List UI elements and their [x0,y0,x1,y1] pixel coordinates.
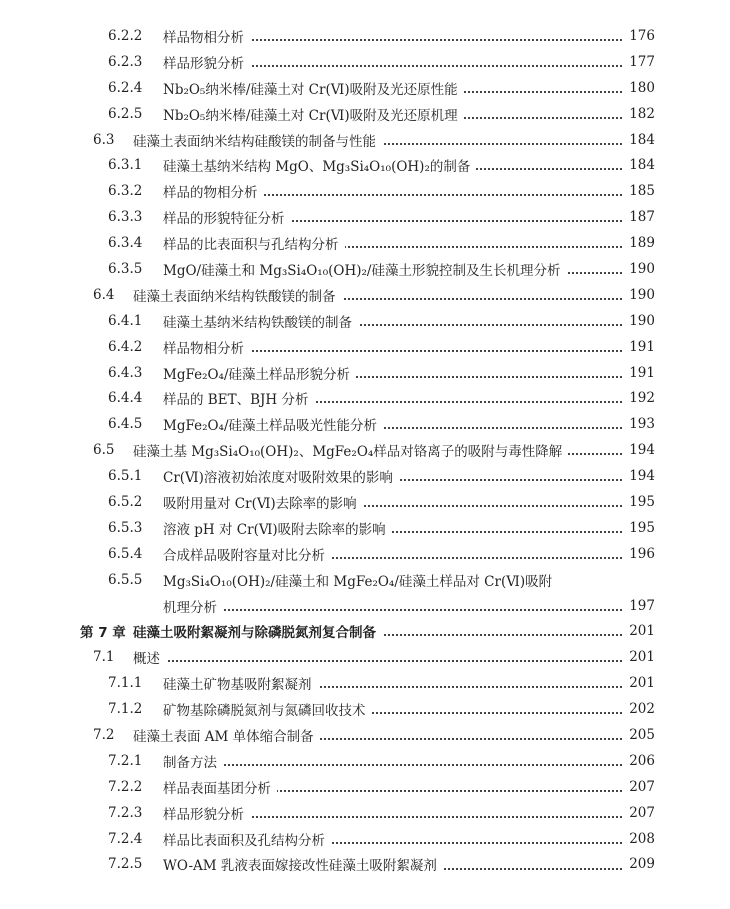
entry-page-number: 191 [624,339,655,355]
toc-entry[interactable] [0,696,730,722]
entry-number: 7.2 [93,726,115,743]
entry-number: 第 7 章 [80,625,126,642]
toc-entry[interactable] [0,230,730,256]
toc-entry[interactable] [0,774,730,800]
toc-chapter-entry[interactable] [0,618,730,644]
entry-page-number: 207 [624,779,655,795]
entry-number: 6.3.2 [108,183,143,200]
entry-page-number: 184 [624,132,655,148]
entry-number: 6.5.2 [108,493,143,510]
entry-title: 矿物基除磷脱氮剂与氮磷回收技术 [163,699,372,719]
entry-page-number: 194 [624,442,655,458]
toc-entry[interactable] [0,489,730,515]
toc-entry[interactable] [0,593,730,619]
entry-page-number: 185 [624,183,655,199]
entry-number: 6.3.4 [108,235,143,252]
entry-page-number: 202 [624,701,655,717]
entry-number: 7.2.2 [108,778,143,795]
toc-entry[interactable] [0,567,730,593]
toc-entry[interactable] [0,670,730,696]
entry-page-number: 190 [624,287,655,303]
toc-entry[interactable] [0,644,730,670]
entry-title: 硅藻土吸附絮凝剂与除磷脱氮剂复合制备 [133,621,382,641]
entry-title: 硅藻土基纳米结构铁酸镁的制备 [163,311,358,331]
entry-page-number: 201 [624,649,655,665]
leader-dots [163,762,630,766]
entry-title: MgFe₂O₄/硅藻土样品吸光性能分析 [163,414,383,434]
entry-number: 7.2.1 [108,752,143,769]
entry-title: Nb₂O₅纳米棒/硅藻土对 Cr(Ⅵ)吸附及光还原机理 [163,104,464,124]
entry-title: MgFe₂O₄/硅藻土样品形貌分析 [163,363,356,383]
toc-entry[interactable] [0,204,730,230]
entry-number: 6.5 [93,442,115,459]
toc-entry[interactable] [0,437,730,463]
entry-number: 6.4.5 [108,416,143,433]
entry-number: 7.1.1 [108,675,143,692]
entry-page-number: 190 [624,313,655,329]
toc-entry[interactable] [0,515,730,541]
toc-entry[interactable] [0,463,730,489]
entry-page-number: 177 [624,54,655,70]
entry-title: 样品的形貌特征分析 [163,207,291,227]
entry-number: 6.3.5 [108,260,143,277]
entry-page-number: 205 [624,727,655,743]
entry-page-number: 195 [624,494,655,510]
entry-page-number: 176 [624,28,655,44]
toc-entry[interactable] [0,800,730,826]
entry-page-number: 184 [624,157,655,173]
entry-page-number: 187 [624,209,655,225]
toc-entry[interactable] [0,826,730,852]
entry-number: 6.5.1 [108,468,143,485]
entry-number: 6.2.2 [108,27,143,44]
entry-title: 样品形貌分析 [163,52,250,72]
toc-entry[interactable] [0,852,730,878]
entry-page-number: 189 [624,235,655,251]
entry-title: 硅藻土基纳米结构 MgO、Mg₃Si₄O₁₀(OH)₂的制备 [163,155,476,175]
entry-page-number: 180 [624,80,655,96]
entry-number: 6.2.4 [108,79,143,96]
entry-page-number: 192 [624,390,655,406]
leader-dots [163,607,630,611]
entry-page-number: 194 [624,468,655,484]
toc-entry[interactable] [0,49,730,75]
entry-page-number: 193 [624,416,655,432]
toc-entry[interactable] [0,334,730,360]
toc-entry[interactable] [0,282,730,308]
toc-entry[interactable] [0,256,730,282]
entry-number: 6.3 [93,131,115,148]
entry-number: 7.2.5 [108,856,143,873]
entry-title: 样品的 BET、BJH 分析 [163,388,314,408]
entry-number: 6.5.4 [108,545,143,562]
entry-title: 硅藻土基 Mg₃Si₄O₁₀(OH)₂、MgFe₂O₄样品对铬离子的吸附与毒性降解 [133,440,568,460]
entry-page-number: 201 [624,675,655,691]
entry-title: 样品物相分析 [163,337,250,357]
entry-title: 硅藻土表面纳米结构铁酸镁的制备 [133,285,342,305]
entry-title: Cr(Ⅵ)溶液初始浓度对吸附效果的影响 [163,466,399,486]
entry-page-number: 182 [624,106,655,122]
entry-number: 6.4.1 [108,312,143,329]
entry-title: 硅藻土表面 AM 单体缩合制备 [133,725,320,745]
entry-title: 机理分析 [163,596,223,616]
entry-number: 7.2.4 [108,830,143,847]
entry-number: 7.1 [93,649,115,666]
entry-number: 7.1.2 [108,701,143,718]
entry-title: MgO/硅藻土和 Mg₃Si₄O₁₀(OH)₂/硅藻土形貌控制及生长机理分析 [163,259,566,279]
table-of-contents [0,23,730,877]
toc-entry[interactable] [0,385,730,411]
entry-title: Mg₃Si₄O₁₀(OH)₂/硅藻土和 MgFe₂O₄/硅藻土样品对 Cr(Ⅵ)吸附 [163,570,558,590]
entry-page-number: 195 [624,520,655,536]
entry-title: WO-AM 乳液表面嫁接改性硅藻土吸附絮凝剂 [163,854,443,874]
toc-entry[interactable] [0,411,730,437]
toc-entry[interactable] [0,541,730,567]
entry-page-number: 208 [624,831,655,847]
entry-number: 7.2.3 [108,804,143,821]
entry-title: 合成样品吸附容量对比分析 [163,544,331,564]
entry-page-number: 196 [624,546,655,562]
entry-title: 溶液 pH 对 Cr(Ⅵ)吸附去除率的影响 [163,518,392,538]
entry-title: 样品表面基团分析 [163,777,277,797]
entry-page-number: 201 [624,623,655,639]
entry-number: 6.3.3 [108,209,143,226]
entry-title: 样品物相分析 [163,26,250,46]
toc-entry[interactable] [0,748,730,774]
entry-page-number: 190 [624,261,655,277]
leader-dots [133,658,630,662]
entry-title: 样品比表面积及孔结构分析 [163,829,331,849]
entry-title: 样品形貌分析 [163,803,250,823]
entry-page-number: 206 [624,753,655,769]
entry-number: 6.4.3 [108,364,143,381]
entry-number: 6.5.5 [108,571,143,588]
entry-number: 6.2.5 [108,105,143,122]
entry-page-number: 209 [624,856,655,872]
entry-title: 样品的比表面积与孔结构分析 [163,233,345,253]
toc-entry[interactable] [0,101,730,127]
entry-number: 6.2.3 [108,53,143,70]
toc-entry[interactable] [0,23,730,49]
toc-entry[interactable] [0,127,730,153]
entry-number: 6.5.3 [108,519,143,536]
toc-entry[interactable] [0,360,730,386]
toc-entry[interactable] [0,178,730,204]
entry-number: 6.4.2 [108,338,143,355]
entry-number: 6.4 [93,286,115,303]
entry-number: 6.4.4 [108,390,143,407]
entry-title: 制备方法 [163,751,223,771]
toc-entry[interactable] [0,152,730,178]
entry-number: 6.3.1 [108,157,143,174]
entry-title: 概述 [133,647,166,667]
entry-page-number: 197 [624,598,655,614]
toc-entry[interactable] [0,75,730,101]
entry-title: 吸附用量对 Cr(Ⅵ)去除率的影响 [163,492,363,512]
entry-title: Nb₂O₅纳米棒/硅藻土对 Cr(Ⅵ)吸附及光还原性能 [163,78,464,98]
entry-title: 硅藻土矿物基吸附絮凝剂 [163,673,318,693]
entry-title: 样品的物相分析 [163,181,264,201]
entry-page-number: 207 [624,805,655,821]
entry-page-number: 191 [624,365,655,381]
toc-entry[interactable] [0,308,730,334]
entry-title: 硅藻土表面纳米结构硅酸镁的制备与性能 [133,130,382,150]
toc-entry[interactable] [0,722,730,748]
